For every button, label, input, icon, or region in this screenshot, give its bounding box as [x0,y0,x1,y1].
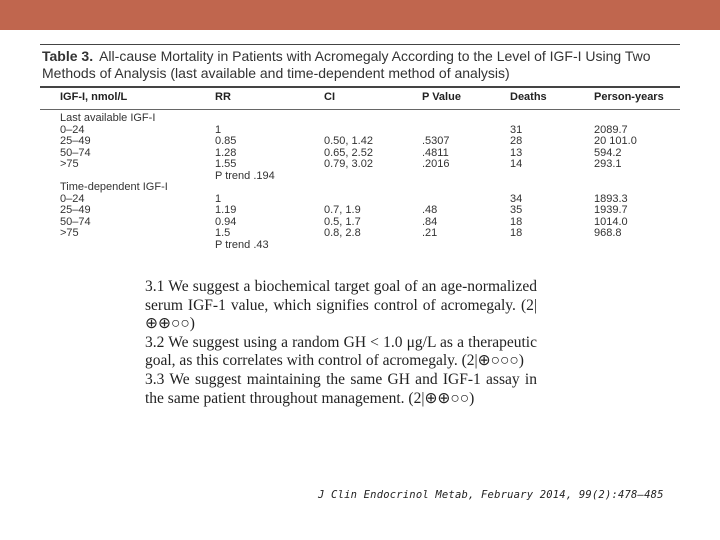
cell-ci: 0.5, 1.7 [324,215,361,228]
table-header-row [40,91,680,107]
cell-deaths: 31 [510,123,523,136]
p-trend: P trend .194 [215,169,275,182]
table-title: All-cause Mortality in Patients with Acromegaly According to the Level of IGF-I Using Two Methods of Analysis (last available and time-dependent method of analysis) [42,48,651,81]
cell-person-years: 1014.0 [594,215,628,228]
cell-deaths: 13 [510,146,523,159]
recommendation-3-1: 3.1 We suggest a biochemical target goal of an age-normalized serum IGF-1 value, which signifies control of acromegaly. (2|⊕⊕○○) [145,278,537,333]
cell-deaths: 34 [510,192,523,205]
cell-rr: 1.28 [215,146,237,159]
cell-deaths: 35 [510,204,523,216]
header-rr: RR [215,91,231,103]
cell-igf: 0–24 [60,192,85,205]
cell-p: .5307 [422,135,450,147]
cell-deaths: 18 [510,215,523,228]
cell-person-years: 2089.7 [594,123,628,136]
table-label: Table 3. [42,48,94,64]
cell-person-years: 1893.3 [594,192,628,205]
cell-ci: 0.79, 3.02 [324,158,373,170]
table-header-rule [40,86,680,88]
cell-igf: >75 [60,158,79,170]
journal-citation: J Clin Endocrinol Metab, February 2014, 99(2):478–485 [318,489,664,501]
table-row [40,136,680,148]
recommendation-3-3: 3.3 We suggest maintaining the same GH and IGF-1 assay in the same patient throughout management. (2|⊕⊕○○) [145,370,537,407]
cell-rr: 1.5 [215,227,231,239]
table-row [40,159,680,171]
cell-p: .2016 [422,158,450,170]
cell-p: .4811 [422,146,449,159]
header-p-value: P Value [422,91,461,103]
cell-ci: 0.8, 2.8 [324,227,361,239]
cell-deaths: 28 [510,135,523,147]
table-row [40,205,680,217]
cell-igf: 50–74 [60,146,91,159]
cell-igf: 25–49 [60,135,91,147]
cell-person-years: 1939.7 [594,204,628,216]
cell-deaths: 14 [510,158,523,170]
cell-ci: 0.50, 1.42 [324,135,373,147]
cell-rr: 0.94 [215,215,237,228]
mortality-table [40,44,680,251]
cell-person-years: 594.2 [594,146,622,159]
cell-person-years: 293.1 [594,158,622,170]
cell-p: .84 [422,215,438,228]
cell-rr: 0.85 [215,135,237,147]
cell-igf: >75 [60,227,79,239]
section-time-dependent: Time-dependent IGF-I [60,181,168,193]
p-trend: P trend .43 [215,238,269,251]
cell-p: .48 [422,204,438,216]
table-row [40,228,680,240]
cell-deaths: 18 [510,227,523,239]
cell-p: .21 [422,227,438,239]
cell-rr: 1 [215,123,222,136]
top-accent-bar [0,0,720,30]
table-row-trend [40,240,680,252]
cell-person-years: 20 101.0 [594,135,637,147]
header-ci: CI [324,91,335,103]
cell-rr: 1.55 [215,158,237,170]
header-deaths: Deaths [510,91,547,103]
cell-ci: 0.65, 2.52 [324,146,373,159]
recommendations [145,278,537,408]
cell-person-years: 968.8 [594,227,622,239]
table-body [40,110,680,251]
cell-igf: 50–74 [60,215,91,228]
cell-igf: 0–24 [60,123,85,136]
recommendation-3-2: 3.2 We suggest using a random GH < 1.0 μg/L as a therapeutic goal, as this correlates with control of acromegaly. (2|⊕○○○) [145,333,537,370]
cell-rr: 1.19 [215,204,237,216]
cell-rr: 1 [215,192,222,205]
table-caption [40,45,680,86]
section-last-available: Last available IGF-I [60,112,156,124]
cell-ci: 0.7, 1.9 [324,204,361,216]
cell-igf: 25–49 [60,204,91,216]
table-row-trend [40,171,680,183]
header-igf: IGF-I, nmol/L [60,91,128,103]
header-person-years: Person-years [594,91,664,103]
